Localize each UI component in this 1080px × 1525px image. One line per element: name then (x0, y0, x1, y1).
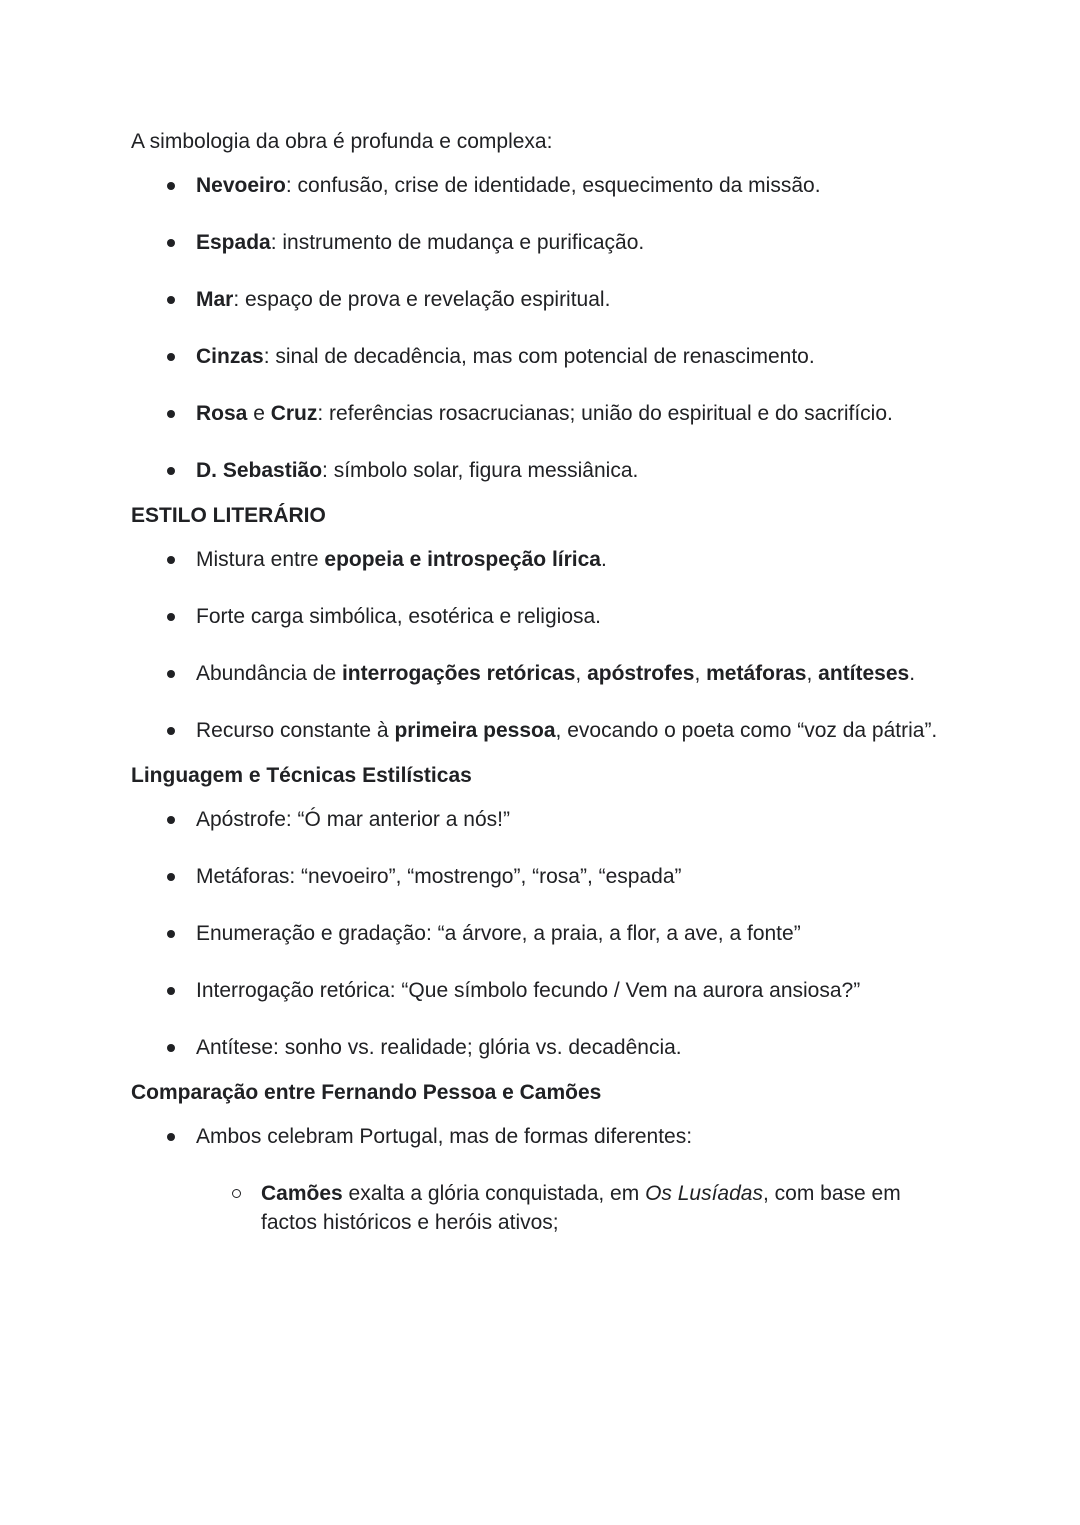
list-item (131, 342, 961, 371)
item-text: Metáforas: “nevoeiro”, “mostrengo”, “rosa”, “espada” (196, 865, 682, 888)
symbol-term: Rosa (196, 402, 248, 425)
bullet-icon (167, 353, 175, 361)
section-heading-style: ESTILO LITERÁRIO (131, 504, 326, 527)
comparison-list (131, 1122, 961, 1237)
item-text: Enumeração e gradação: “a árvore, a praia, a flor, a ave, a fonte” (196, 922, 801, 945)
symbol-term: D. Sebastião (196, 459, 323, 482)
bullet-icon (167, 556, 175, 564)
item-bold-text: apóstrofes (587, 662, 695, 685)
item-text: , com base em factos históricos e heróis ativos; (261, 1182, 901, 1234)
item-text: . (601, 548, 607, 571)
item-text: Forte carga simbólica, esotérica e religiosa. (196, 605, 602, 628)
list-item (131, 976, 961, 1005)
list-item (131, 919, 961, 948)
style-list (131, 545, 961, 745)
symbol-term: Nevoeiro (196, 174, 286, 197)
bullet-icon (167, 987, 175, 995)
symbol-term: Cinzas (196, 345, 264, 368)
connector-text: e (247, 402, 271, 425)
item-text: Mistura entre (196, 548, 325, 571)
section-heading-comparison: Comparação entre Fernando Pessoa e Camões (131, 1081, 602, 1104)
symbol-desc: : espaço de prova e revelação espiritual. (233, 288, 611, 311)
section-heading-language: Linguagem e Técnicas Estilísticas (131, 764, 472, 787)
item-separator: , (806, 662, 819, 685)
list-item (131, 545, 961, 574)
item-bold-text: primeira pessoa (394, 719, 556, 742)
item-bold-text: epopeia e introspeção lírica (324, 548, 601, 571)
item-text: Interrogação retórica: “Que símbolo fecundo / Vem na aurora ansiosa?” (196, 979, 861, 1002)
language-list (131, 805, 961, 1062)
symbol-term: Mar (196, 288, 234, 311)
document-page (131, 127, 961, 1253)
bullet-icon (167, 467, 175, 475)
item-bold-text: interrogações retóricas (341, 662, 576, 685)
hollow-bullet-icon (232, 1189, 241, 1198)
item-separator: , (694, 662, 707, 685)
bullet-icon (167, 727, 175, 735)
bullet-icon (167, 670, 175, 678)
bullet-icon (167, 1133, 175, 1141)
item-text: Abundância de (196, 662, 342, 685)
bullet-icon (167, 1044, 175, 1052)
item-text: exalta a glória conquistada, em (342, 1182, 646, 1205)
list-item (131, 1033, 961, 1062)
list-item (131, 228, 961, 257)
sub-list-item (196, 1179, 961, 1237)
bullet-icon (167, 613, 175, 621)
item-bold-text: antíteses (818, 662, 910, 685)
item-text: Ambos celebram Portugal, mas de formas diferentes: (196, 1125, 693, 1148)
item-text: , evocando o poeta como “voz da pátria”. (555, 719, 938, 742)
item-separator: , (575, 662, 588, 685)
list-item (131, 171, 961, 200)
item-bold-text: metáforas (706, 662, 807, 685)
comparison-sublist (196, 1179, 961, 1237)
list-item (131, 456, 961, 485)
symbols-list (131, 171, 961, 485)
symbol-desc: : sinal de decadência, mas com potencial de renascimento. (263, 345, 815, 368)
list-item (131, 716, 961, 745)
bullet-icon (167, 816, 175, 824)
list-item (131, 862, 961, 891)
bullet-icon (167, 410, 175, 418)
bullet-icon (167, 296, 175, 304)
intro-paragraph: A simbologia da obra é profunda e complexa: (131, 130, 553, 153)
list-item (131, 659, 961, 688)
symbol-term: Cruz (270, 402, 318, 425)
bullet-icon (167, 182, 175, 190)
list-item (131, 1122, 961, 1237)
symbol-desc: : símbolo solar, figura messiânica. (322, 459, 639, 482)
bullet-icon (167, 930, 175, 938)
symbol-desc: : referências rosacrucianas; união do espiritual e do sacrifício. (317, 402, 893, 425)
book-title: Os Lusíadas (645, 1182, 763, 1205)
list-item (131, 805, 961, 834)
symbol-desc: : instrumento de mudança e purificação. (270, 231, 645, 254)
bullet-icon (167, 873, 175, 881)
item-text: . (909, 662, 916, 685)
item-text: Recurso constante à (196, 719, 395, 742)
item-text: Apóstrofe: “Ó mar anterior a nós!” (196, 808, 510, 831)
symbol-term: Espada (196, 231, 271, 254)
item-bold-text: Camões (261, 1182, 343, 1205)
list-item (131, 399, 961, 428)
symbol-desc: : confusão, crise de identidade, esquecimento da missão. (285, 174, 821, 197)
bullet-icon (167, 239, 175, 247)
item-text: Antítese: sonho vs. realidade; glória vs. decadência. (196, 1036, 682, 1059)
list-item (131, 602, 961, 631)
list-item (131, 285, 961, 314)
